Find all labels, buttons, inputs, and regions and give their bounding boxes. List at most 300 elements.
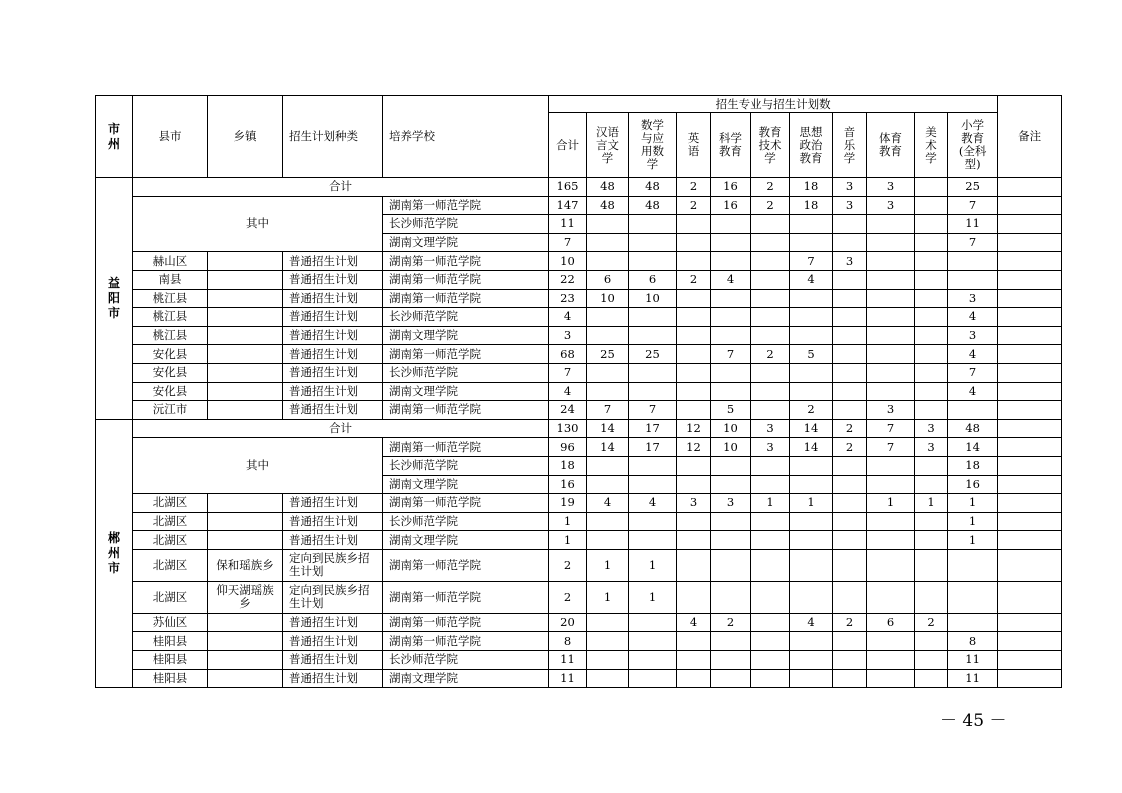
value-cell: 3 [751,419,790,438]
value-cell [751,270,790,289]
county-name: 安化县 [133,363,208,382]
plan-type: 普通招生计划 [283,632,383,651]
county-name: 北湖区 [133,581,208,613]
value-cell: 11 [549,651,587,670]
value-cell: 3 [549,326,587,345]
county-name: 桃江县 [133,308,208,327]
value-cell [677,289,711,308]
value-cell [711,475,751,494]
value-cell: 6 [587,270,629,289]
value-cell [915,289,948,308]
value-cell: 17 [629,419,677,438]
value-cell [915,196,948,215]
value-cell [677,345,711,364]
value-cell [751,233,790,252]
value-cell: 22 [549,270,587,289]
school-name: 湖南文理学院 [383,326,549,345]
value-cell: 11 [948,669,998,688]
value-cell [587,512,629,531]
page-number: － 45 － [940,711,1007,731]
county-name: 桂阳县 [133,651,208,670]
value-cell [751,252,790,271]
value-cell [915,215,948,234]
value-cell: 11 [549,215,587,234]
value-cell [915,632,948,651]
value-cell [790,233,833,252]
value-cell: 1 [629,581,677,613]
county-name: 北湖区 [133,531,208,550]
value-cell [677,669,711,688]
school-name: 湖南第一师范学院 [383,613,549,632]
school-name: 湖南第一师范学院 [383,549,549,581]
value-cell [677,326,711,345]
value-cell [948,613,998,632]
value-cell: 3 [867,196,915,215]
value-cell [833,651,867,670]
school-name: 湖南第一师范学院 [383,252,549,271]
value-cell [915,669,948,688]
value-cell [711,289,751,308]
value-cell: 4 [549,382,587,401]
value-cell: 3 [915,419,948,438]
remarks-cell [998,613,1062,632]
school-name: 湖南文理学院 [383,531,549,550]
header-major: 音 乐 学 [833,113,867,178]
of-which-label: 其中 [133,196,383,252]
value-cell: 4 [948,308,998,327]
value-cell [629,308,677,327]
remarks-cell [998,178,1062,197]
value-cell [867,651,915,670]
county-name: 桂阳县 [133,632,208,651]
plan-type: 普通招生计划 [283,512,383,531]
value-cell: 7 [711,345,751,364]
value-cell: 7 [867,438,915,457]
value-cell: 10 [587,289,629,308]
header-major: 汉语 言文 学 [587,113,629,178]
value-cell: 3 [867,401,915,420]
county-name: 安化县 [133,382,208,401]
value-cell [711,382,751,401]
town-name: 保和瑶族乡 [208,549,283,581]
value-cell [587,308,629,327]
value-cell [587,613,629,632]
value-cell: 3 [711,494,751,513]
value-cell [677,401,711,420]
value-cell: 1 [549,531,587,550]
town-name: 仰天湖瑶族 乡 [208,581,283,613]
value-cell [833,363,867,382]
value-cell [867,215,915,234]
remarks-cell [998,308,1062,327]
value-cell [711,651,751,670]
remarks-cell [998,475,1062,494]
value-cell: 96 [549,438,587,457]
county-name: 沅江市 [133,401,208,420]
value-cell [587,651,629,670]
remarks-cell [998,196,1062,215]
value-cell [677,252,711,271]
plan-type: 普通招生计划 [283,401,383,420]
value-cell [751,308,790,327]
town-name [208,651,283,670]
value-cell [790,215,833,234]
value-cell [833,308,867,327]
value-cell [629,475,677,494]
value-cell [915,581,948,613]
town-name [208,512,283,531]
value-cell: 3 [867,178,915,197]
value-cell [915,549,948,581]
value-cell [915,363,948,382]
school-name: 湖南第一师范学院 [383,494,549,513]
header-major: 合计 [549,113,587,178]
value-cell [677,308,711,327]
value-cell: 4 [948,345,998,364]
value-cell [587,475,629,494]
value-cell: 1 [629,549,677,581]
value-cell [915,233,948,252]
value-cell [677,512,711,531]
value-cell [867,308,915,327]
value-cell [751,382,790,401]
town-name [208,632,283,651]
value-cell: 18 [790,178,833,197]
plan-type: 普通招生计划 [283,363,383,382]
plan-type: 普通招生计划 [283,289,383,308]
value-cell [587,531,629,550]
town-name [208,326,283,345]
value-cell [711,363,751,382]
value-cell [790,363,833,382]
remarks-cell [998,549,1062,581]
value-cell [629,456,677,475]
value-cell [790,308,833,327]
value-cell: 20 [549,613,587,632]
value-cell [677,475,711,494]
remarks-cell [998,252,1062,271]
value-cell: 2 [790,401,833,420]
header-remarks: 备注 [998,96,1062,178]
plan-type: 普通招生计划 [283,308,383,327]
value-cell: 1 [915,494,948,513]
remarks-cell [998,512,1062,531]
value-cell [751,326,790,345]
school-name: 长沙师范学院 [383,456,549,475]
value-cell [833,475,867,494]
plan-type: 普通招生计划 [283,382,383,401]
value-cell: 14 [790,438,833,457]
value-cell: 11 [948,651,998,670]
town-name [208,308,283,327]
value-cell [867,252,915,271]
value-cell: 7 [549,363,587,382]
value-cell: 2 [833,419,867,438]
town-name [208,363,283,382]
town-name [208,382,283,401]
value-cell [629,326,677,345]
value-cell [915,252,948,271]
value-cell: 2 [549,581,587,613]
value-cell [677,549,711,581]
value-cell [915,345,948,364]
value-cell: 7 [948,363,998,382]
value-cell [677,382,711,401]
value-cell [711,531,751,550]
value-cell: 16 [711,178,751,197]
total-label: 合计 [133,419,549,438]
value-cell [629,252,677,271]
plan-type: 普通招生计划 [283,252,383,271]
value-cell: 14 [587,438,629,457]
plan-type: 普通招生计划 [283,494,383,513]
value-cell [711,215,751,234]
school-name: 湖南第一师范学院 [383,289,549,308]
value-cell [677,531,711,550]
value-cell [867,456,915,475]
town-name [208,345,283,364]
town-name [208,613,283,632]
value-cell [711,252,751,271]
value-cell [629,531,677,550]
value-cell [790,581,833,613]
value-cell: 25 [948,178,998,197]
enrollment-plan-table [95,95,1062,688]
value-cell: 3 [833,178,867,197]
school-name: 长沙师范学院 [383,363,549,382]
remarks-cell [998,363,1062,382]
value-cell [833,215,867,234]
value-cell [790,549,833,581]
plan-type: 普通招生计划 [283,270,383,289]
value-cell [833,326,867,345]
value-cell [677,233,711,252]
value-cell: 1 [587,549,629,581]
value-cell: 18 [549,456,587,475]
school-name: 湖南第一师范学院 [383,581,549,613]
value-cell [915,475,948,494]
value-cell [751,215,790,234]
value-cell [751,456,790,475]
value-cell [751,475,790,494]
value-cell: 8 [549,632,587,651]
value-cell: 2 [711,613,751,632]
remarks-cell [998,632,1062,651]
value-cell: 2 [751,345,790,364]
header-major: 体育 教育 [867,113,915,178]
value-cell: 16 [948,475,998,494]
value-cell: 3 [833,252,867,271]
value-cell [833,531,867,550]
value-cell: 4 [629,494,677,513]
school-name: 湖南第一师范学院 [383,345,549,364]
school-name: 湖南第一师范学院 [383,270,549,289]
value-cell [790,382,833,401]
value-cell: 4 [587,494,629,513]
value-cell [867,345,915,364]
value-cell [833,401,867,420]
value-cell [867,233,915,252]
value-cell [867,326,915,345]
plan-type: 定向到民族乡招 生计划 [283,549,383,581]
value-cell [711,308,751,327]
value-cell: 4 [948,382,998,401]
value-cell [677,215,711,234]
value-cell: 16 [711,196,751,215]
value-cell: 10 [711,438,751,457]
value-cell: 18 [790,196,833,215]
value-cell: 2 [549,549,587,581]
county-name: 赫山区 [133,252,208,271]
value-cell: 7 [948,233,998,252]
value-cell: 24 [549,401,587,420]
value-cell [751,512,790,531]
value-cell [915,382,948,401]
value-cell [629,613,677,632]
town-name [208,494,283,513]
value-cell: 1 [790,494,833,513]
school-name: 湖南文理学院 [383,669,549,688]
header-major: 数学 与应 用数 学 [629,113,677,178]
value-cell [677,363,711,382]
value-cell: 1 [751,494,790,513]
value-cell [867,382,915,401]
value-cell [711,456,751,475]
remarks-cell [998,382,1062,401]
value-cell [833,382,867,401]
value-cell [833,456,867,475]
header-majors-group: 招生专业与招生计划数 [549,96,998,113]
county-name: 桃江县 [133,289,208,308]
header-school: 培养学校 [383,96,549,178]
value-cell [587,669,629,688]
value-cell [677,456,711,475]
header-major: 小学 教育 (全科 型) [948,113,998,178]
school-name: 湖南文理学院 [383,475,549,494]
school-name: 长沙师范学院 [383,651,549,670]
value-cell: 10 [711,419,751,438]
value-cell [867,531,915,550]
value-cell [833,494,867,513]
value-cell: 3 [948,289,998,308]
value-cell [677,632,711,651]
school-name: 湖南第一师范学院 [383,401,549,420]
value-cell [629,512,677,531]
value-cell: 10 [629,289,677,308]
value-cell [915,651,948,670]
county-name: 南县 [133,270,208,289]
value-cell [915,531,948,550]
value-cell [790,456,833,475]
value-cell [833,345,867,364]
remarks-cell [998,289,1062,308]
value-cell [915,308,948,327]
town-name [208,401,283,420]
value-cell: 48 [948,419,998,438]
value-cell [587,252,629,271]
value-cell [587,233,629,252]
value-cell [915,270,948,289]
value-cell: 25 [629,345,677,364]
value-cell [867,512,915,531]
value-cell [711,549,751,581]
value-cell: 7 [629,401,677,420]
value-cell: 68 [549,345,587,364]
value-cell [790,669,833,688]
value-cell: 3 [751,438,790,457]
value-cell [790,289,833,308]
value-cell: 7 [549,233,587,252]
value-cell [915,512,948,531]
value-cell [867,270,915,289]
value-cell [948,252,998,271]
of-which-label: 其中 [133,438,383,494]
school-name: 湖南第一师范学院 [383,632,549,651]
value-cell [790,512,833,531]
value-cell [711,669,751,688]
town-name [208,531,283,550]
value-cell [833,549,867,581]
value-cell: 2 [833,438,867,457]
value-cell [629,233,677,252]
value-cell [867,632,915,651]
value-cell: 18 [948,456,998,475]
value-cell [751,581,790,613]
plan-type: 普通招生计划 [283,326,383,345]
value-cell [711,326,751,345]
school-name: 湖南第一师范学院 [383,196,549,215]
value-cell [587,363,629,382]
value-cell [790,651,833,670]
value-cell: 147 [549,196,587,215]
value-cell [948,270,998,289]
remarks-cell [998,669,1062,688]
value-cell [915,401,948,420]
value-cell: 14 [790,419,833,438]
value-cell [833,669,867,688]
remarks-cell [998,651,1062,670]
value-cell: 1 [549,512,587,531]
value-cell: 1 [948,494,998,513]
county-name: 安化县 [133,345,208,364]
header-plan-type: 招生计划种类 [283,96,383,178]
value-cell [948,549,998,581]
value-cell [833,233,867,252]
value-cell [915,456,948,475]
value-cell [867,289,915,308]
value-cell [751,669,790,688]
value-cell: 6 [867,613,915,632]
value-cell: 5 [790,345,833,364]
value-cell [867,549,915,581]
county-name: 北湖区 [133,494,208,513]
value-cell: 14 [587,419,629,438]
value-cell [867,475,915,494]
value-cell: 8 [948,632,998,651]
value-cell: 1 [948,531,998,550]
value-cell: 11 [549,669,587,688]
value-cell: 2 [677,196,711,215]
remarks-cell [998,401,1062,420]
header-town: 乡镇 [208,96,283,178]
value-cell [711,233,751,252]
value-cell: 3 [948,326,998,345]
value-cell [677,651,711,670]
value-cell [833,581,867,613]
value-cell [948,401,998,420]
header-major: 思想 政治 教育 [790,113,833,178]
school-name: 湖南第一师范学院 [383,438,549,457]
